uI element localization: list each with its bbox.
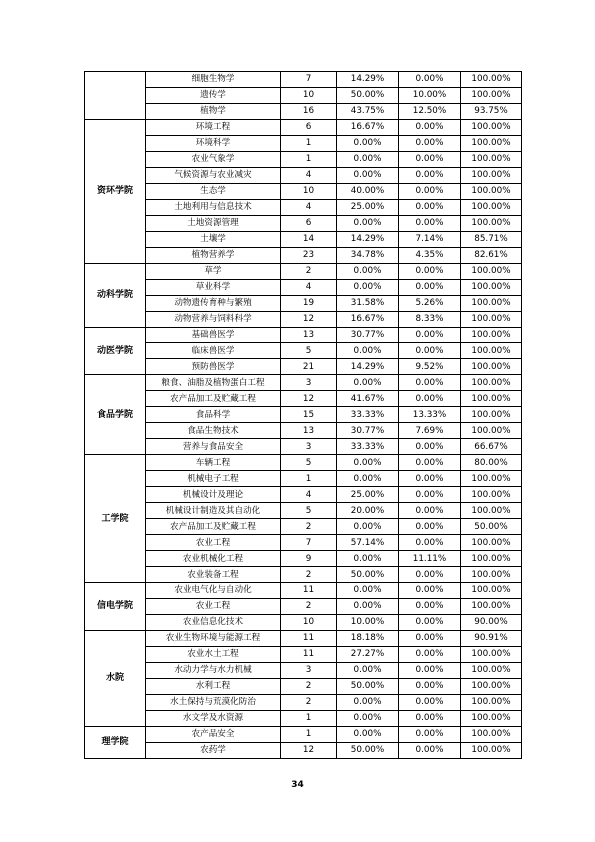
count-cell: 1 — [281, 151, 337, 167]
rate-b-cell: 8.33% — [399, 311, 461, 327]
major-cell: 土壤学 — [146, 231, 281, 247]
rate-a-cell: 40.00% — [337, 183, 399, 199]
count-cell: 6 — [281, 119, 337, 135]
major-cell: 粮食、油脂及植物蛋白工程 — [146, 375, 281, 391]
major-cell: 机械设计及理论 — [146, 487, 281, 503]
table-row — [85, 423, 522, 439]
rate-a-cell: 0.00% — [337, 519, 399, 535]
rate-c-cell: 100.00% — [461, 167, 522, 183]
major-cell: 食品科学 — [146, 407, 281, 423]
count-cell: 2 — [281, 694, 337, 710]
table-row — [85, 391, 522, 407]
count-cell: 3 — [281, 439, 337, 455]
rate-b-cell: 0.00% — [399, 327, 461, 343]
major-cell: 农产品加工及贮藏工程 — [146, 519, 281, 535]
rate-a-cell: 14.29% — [337, 231, 399, 247]
major-cell: 水动力学与水力机械 — [146, 662, 281, 678]
table-row — [85, 471, 522, 487]
rate-a-cell: 0.00% — [337, 694, 399, 710]
rate-b-cell: 5.26% — [399, 295, 461, 311]
rate-a-cell: 30.77% — [337, 423, 399, 439]
rate-c-cell: 100.00% — [461, 535, 522, 551]
rate-c-cell: 100.00% — [461, 279, 522, 295]
rate-b-cell: 13.33% — [399, 407, 461, 423]
rate-b-cell: 0.00% — [399, 535, 461, 551]
count-cell: 16 — [281, 103, 337, 119]
count-cell: 1 — [281, 726, 337, 742]
rate-a-cell: 0.00% — [337, 375, 399, 391]
rate-b-cell: 0.00% — [399, 503, 461, 519]
rate-a-cell: 41.67% — [337, 391, 399, 407]
rate-c-cell: 100.00% — [461, 375, 522, 391]
count-cell: 5 — [281, 503, 337, 519]
rate-a-cell: 0.00% — [337, 710, 399, 726]
rate-c-cell: 100.00% — [461, 487, 522, 503]
table-row — [85, 135, 522, 151]
table-row — [85, 279, 522, 295]
count-cell: 2 — [281, 678, 337, 694]
rate-c-cell: 90.91% — [461, 630, 522, 646]
major-cell: 草业科学 — [146, 279, 281, 295]
count-cell: 1 — [281, 710, 337, 726]
rate-b-cell: 0.00% — [399, 471, 461, 487]
count-cell: 19 — [281, 295, 337, 311]
rate-a-cell: 16.67% — [337, 119, 399, 135]
table-row — [85, 327, 522, 343]
rate-b-cell: 0.00% — [399, 614, 461, 630]
count-cell: 1 — [281, 135, 337, 151]
major-cell: 农业工程 — [146, 535, 281, 551]
table-row — [85, 103, 522, 119]
rate-a-cell: 0.00% — [337, 135, 399, 151]
rate-b-cell: 0.00% — [399, 167, 461, 183]
table-row — [85, 726, 522, 742]
major-cell: 草学 — [146, 263, 281, 279]
major-cell: 农业工程 — [146, 598, 281, 614]
rate-b-cell: 9.52% — [399, 359, 461, 375]
rate-c-cell: 100.00% — [461, 119, 522, 135]
major-cell: 农药学 — [146, 742, 281, 758]
rate-c-cell: 100.00% — [461, 87, 522, 103]
rate-c-cell: 100.00% — [461, 135, 522, 151]
table-row — [85, 710, 522, 726]
rate-c-cell: 100.00% — [461, 407, 522, 423]
rate-c-cell: 100.00% — [461, 662, 522, 678]
rate-b-cell: 0.00% — [399, 662, 461, 678]
rate-a-cell: 50.00% — [337, 678, 399, 694]
major-cell: 农业电气化与自动化 — [146, 583, 281, 599]
count-cell: 12 — [281, 742, 337, 758]
count-cell: 14 — [281, 231, 337, 247]
rate-b-cell: 0.00% — [399, 519, 461, 535]
table-row — [85, 215, 522, 231]
rate-a-cell: 0.00% — [337, 343, 399, 359]
rate-a-cell: 50.00% — [337, 567, 399, 583]
rate-c-cell: 100.00% — [461, 327, 522, 343]
rate-a-cell: 30.77% — [337, 327, 399, 343]
count-cell: 12 — [281, 391, 337, 407]
table-row — [85, 199, 522, 215]
page-number: 34 — [291, 780, 304, 790]
rate-b-cell: 0.00% — [399, 567, 461, 583]
rate-c-cell: 100.00% — [461, 263, 522, 279]
count-cell: 4 — [281, 487, 337, 503]
rate-a-cell: 50.00% — [337, 87, 399, 103]
rate-a-cell: 0.00% — [337, 598, 399, 614]
rate-a-cell: 57.14% — [337, 535, 399, 551]
rate-c-cell: 100.00% — [461, 694, 522, 710]
rate-a-cell: 18.18% — [337, 630, 399, 646]
rate-c-cell: 100.00% — [461, 151, 522, 167]
rate-b-cell: 0.00% — [399, 375, 461, 391]
table-row — [85, 72, 522, 88]
count-cell: 10 — [281, 87, 337, 103]
rate-b-cell: 0.00% — [399, 391, 461, 407]
table-row — [85, 598, 522, 614]
rate-c-cell: 82.61% — [461, 247, 522, 263]
major-cell: 食品生物技术 — [146, 423, 281, 439]
rate-a-cell: 16.67% — [337, 311, 399, 327]
table-row — [85, 535, 522, 551]
rate-a-cell: 0.00% — [337, 583, 399, 599]
count-cell: 11 — [281, 583, 337, 599]
rate-a-cell: 20.00% — [337, 503, 399, 519]
rate-a-cell: 27.27% — [337, 646, 399, 662]
rate-b-cell: 0.00% — [399, 183, 461, 199]
rate-b-cell: 7.14% — [399, 231, 461, 247]
rate-a-cell: 33.33% — [337, 439, 399, 455]
major-cell: 生态学 — [146, 183, 281, 199]
rate-a-cell: 50.00% — [337, 742, 399, 758]
rate-b-cell: 0.00% — [399, 455, 461, 471]
rate-a-cell: 0.00% — [337, 279, 399, 295]
rate-b-cell: 0.00% — [399, 215, 461, 231]
count-cell: 4 — [281, 279, 337, 295]
table-row — [85, 583, 522, 599]
rate-a-cell: 0.00% — [337, 151, 399, 167]
rate-c-cell: 100.00% — [461, 72, 522, 88]
major-cell: 植物营养学 — [146, 247, 281, 263]
rate-c-cell: 100.00% — [461, 183, 522, 199]
rate-a-cell: 0.00% — [337, 471, 399, 487]
rate-a-cell: 0.00% — [337, 455, 399, 471]
rate-b-cell: 0.00% — [399, 279, 461, 295]
major-cell: 水文学及水资源 — [146, 710, 281, 726]
rate-b-cell: 7.69% — [399, 423, 461, 439]
major-cell: 动物遗传育种与繁殖 — [146, 295, 281, 311]
major-cell: 农业信息化技术 — [146, 614, 281, 630]
table-row — [85, 646, 522, 662]
rate-a-cell: 25.00% — [337, 199, 399, 215]
rate-b-cell: 0.00% — [399, 119, 461, 135]
table-row — [85, 231, 522, 247]
table-row — [85, 119, 522, 135]
rate-c-cell: 100.00% — [461, 391, 522, 407]
rate-c-cell: 100.00% — [461, 503, 522, 519]
rate-b-cell: 0.00% — [399, 487, 461, 503]
table-row — [85, 263, 522, 279]
count-cell: 5 — [281, 343, 337, 359]
table-row — [85, 247, 522, 263]
count-cell: 2 — [281, 263, 337, 279]
count-cell: 3 — [281, 662, 337, 678]
table-row — [85, 295, 522, 311]
major-cell: 细胞生物学 — [146, 72, 281, 88]
major-cell: 农业机械化工程 — [146, 551, 281, 567]
rate-c-cell: 100.00% — [461, 567, 522, 583]
table-row — [85, 343, 522, 359]
major-cell: 环境工程 — [146, 119, 281, 135]
rate-b-cell: 0.00% — [399, 199, 461, 215]
table-row — [85, 630, 522, 646]
count-cell: 15 — [281, 407, 337, 423]
table-row — [85, 551, 522, 567]
rate-c-cell: 100.00% — [461, 551, 522, 567]
rate-a-cell: 14.29% — [337, 72, 399, 88]
rate-b-cell: 0.00% — [399, 583, 461, 599]
count-cell: 5 — [281, 455, 337, 471]
count-cell: 2 — [281, 567, 337, 583]
table-row — [85, 567, 522, 583]
rate-a-cell: 34.78% — [337, 247, 399, 263]
rate-b-cell: 0.00% — [399, 343, 461, 359]
table-row — [85, 455, 522, 471]
college-cell: 信电学院 — [85, 583, 146, 631]
rate-b-cell: 10.00% — [399, 87, 461, 103]
table-row — [85, 439, 522, 455]
table-row — [85, 407, 522, 423]
rate-c-cell: 90.00% — [461, 614, 522, 630]
rate-b-cell: 11.11% — [399, 551, 461, 567]
rate-a-cell: 10.00% — [337, 614, 399, 630]
table-row — [85, 487, 522, 503]
count-cell: 13 — [281, 423, 337, 439]
major-cell: 预防兽医学 — [146, 359, 281, 375]
rate-b-cell: 0.00% — [399, 598, 461, 614]
table-row — [85, 742, 522, 758]
rate-b-cell: 0.00% — [399, 630, 461, 646]
major-cell: 农业生物环境与能源工程 — [146, 630, 281, 646]
major-cell: 机械设计制造及其自动化 — [146, 503, 281, 519]
rate-b-cell: 0.00% — [399, 678, 461, 694]
major-cell: 农产品加工及贮藏工程 — [146, 391, 281, 407]
rate-b-cell: 0.00% — [399, 726, 461, 742]
table-row — [85, 678, 522, 694]
major-cell: 临床兽医学 — [146, 343, 281, 359]
count-cell: 7 — [281, 72, 337, 88]
table-row — [85, 167, 522, 183]
table-row — [85, 183, 522, 199]
rate-b-cell: 12.50% — [399, 103, 461, 119]
rate-c-cell: 100.00% — [461, 742, 522, 758]
major-cell: 农业气象学 — [146, 151, 281, 167]
rate-c-cell: 100.00% — [461, 726, 522, 742]
rate-c-cell: 93.75% — [461, 103, 522, 119]
count-cell: 7 — [281, 535, 337, 551]
table-row — [85, 151, 522, 167]
table-row — [85, 375, 522, 391]
rate-a-cell: 31.58% — [337, 295, 399, 311]
count-cell: 13 — [281, 327, 337, 343]
rate-a-cell: 0.00% — [337, 662, 399, 678]
count-cell: 2 — [281, 598, 337, 614]
table-row — [85, 519, 522, 535]
count-cell: 23 — [281, 247, 337, 263]
rate-b-cell: 0.00% — [399, 151, 461, 167]
count-cell: 4 — [281, 199, 337, 215]
rate-a-cell: 14.29% — [337, 359, 399, 375]
rate-b-cell: 0.00% — [399, 694, 461, 710]
rate-c-cell: 100.00% — [461, 423, 522, 439]
rate-a-cell: 43.75% — [337, 103, 399, 119]
rate-a-cell: 0.00% — [337, 726, 399, 742]
major-cell: 水土保持与荒漠化防治 — [146, 694, 281, 710]
count-cell: 1 — [281, 471, 337, 487]
rate-c-cell: 100.00% — [461, 311, 522, 327]
table-row — [85, 311, 522, 327]
rate-c-cell: 100.00% — [461, 678, 522, 694]
count-cell: 10 — [281, 183, 337, 199]
rate-c-cell: 100.00% — [461, 343, 522, 359]
table-row — [85, 503, 522, 519]
rate-c-cell: 100.00% — [461, 471, 522, 487]
major-cell: 遗传学 — [146, 87, 281, 103]
rate-c-cell: 66.67% — [461, 439, 522, 455]
major-cell: 环境科学 — [146, 135, 281, 151]
rate-b-cell: 0.00% — [399, 646, 461, 662]
table-row — [85, 662, 522, 678]
table-body — [85, 72, 522, 759]
college-cell: 水院 — [85, 630, 146, 726]
major-cell: 土地资源管理 — [146, 215, 281, 231]
rate-c-cell: 100.00% — [461, 199, 522, 215]
college-cell: 食品学院 — [85, 375, 146, 455]
rate-a-cell: 0.00% — [337, 551, 399, 567]
college-cell — [85, 72, 146, 120]
major-cell: 气候资源与农业减灾 — [146, 167, 281, 183]
rate-c-cell: 80.00% — [461, 455, 522, 471]
rate-c-cell: 50.00% — [461, 519, 522, 535]
count-cell: 4 — [281, 167, 337, 183]
count-cell: 11 — [281, 630, 337, 646]
rate-c-cell: 100.00% — [461, 646, 522, 662]
major-cell: 水利工程 — [146, 678, 281, 694]
major-cell: 车辆工程 — [146, 455, 281, 471]
major-cell: 土地利用与信息技术 — [146, 199, 281, 215]
major-cell: 植物学 — [146, 103, 281, 119]
rate-b-cell: 0.00% — [399, 710, 461, 726]
rate-b-cell: 0.00% — [399, 263, 461, 279]
count-cell: 10 — [281, 614, 337, 630]
rate-c-cell: 100.00% — [461, 295, 522, 311]
major-cell: 动物营养与饲料科学 — [146, 311, 281, 327]
rate-a-cell: 0.00% — [337, 263, 399, 279]
count-cell: 21 — [281, 359, 337, 375]
table-row — [85, 359, 522, 375]
rate-a-cell: 0.00% — [337, 167, 399, 183]
table-row — [85, 87, 522, 103]
college-cell: 动科学院 — [85, 263, 146, 327]
major-cell: 农产品安全 — [146, 726, 281, 742]
rate-c-cell: 100.00% — [461, 359, 522, 375]
major-cell: 农业水土工程 — [146, 646, 281, 662]
major-cell: 农业装备工程 — [146, 567, 281, 583]
rate-b-cell: 0.00% — [399, 439, 461, 455]
major-cell: 机械电子工程 — [146, 471, 281, 487]
table-row — [85, 614, 522, 630]
rate-b-cell: 4.35% — [399, 247, 461, 263]
rate-c-cell: 100.00% — [461, 598, 522, 614]
table-row — [85, 694, 522, 710]
rate-a-cell: 0.00% — [337, 215, 399, 231]
major-cell: 营养与食品安全 — [146, 439, 281, 455]
rate-c-cell: 100.00% — [461, 215, 522, 231]
count-cell: 3 — [281, 375, 337, 391]
count-cell: 6 — [281, 215, 337, 231]
count-cell: 9 — [281, 551, 337, 567]
rate-c-cell: 85.71% — [461, 231, 522, 247]
rate-c-cell: 100.00% — [461, 710, 522, 726]
statistics-table — [84, 71, 522, 759]
rate-c-cell: 100.00% — [461, 583, 522, 599]
college-cell: 动医学院 — [85, 327, 146, 375]
rate-b-cell: 0.00% — [399, 742, 461, 758]
rate-a-cell: 25.00% — [337, 487, 399, 503]
rate-b-cell: 0.00% — [399, 72, 461, 88]
college-cell: 工学院 — [85, 455, 146, 583]
count-cell: 11 — [281, 646, 337, 662]
rate-a-cell: 33.33% — [337, 407, 399, 423]
count-cell: 12 — [281, 311, 337, 327]
college-cell: 理学院 — [85, 726, 146, 758]
college-cell: 资环学院 — [85, 119, 146, 263]
count-cell: 2 — [281, 519, 337, 535]
major-cell: 基础兽医学 — [146, 327, 281, 343]
rate-b-cell: 0.00% — [399, 135, 461, 151]
